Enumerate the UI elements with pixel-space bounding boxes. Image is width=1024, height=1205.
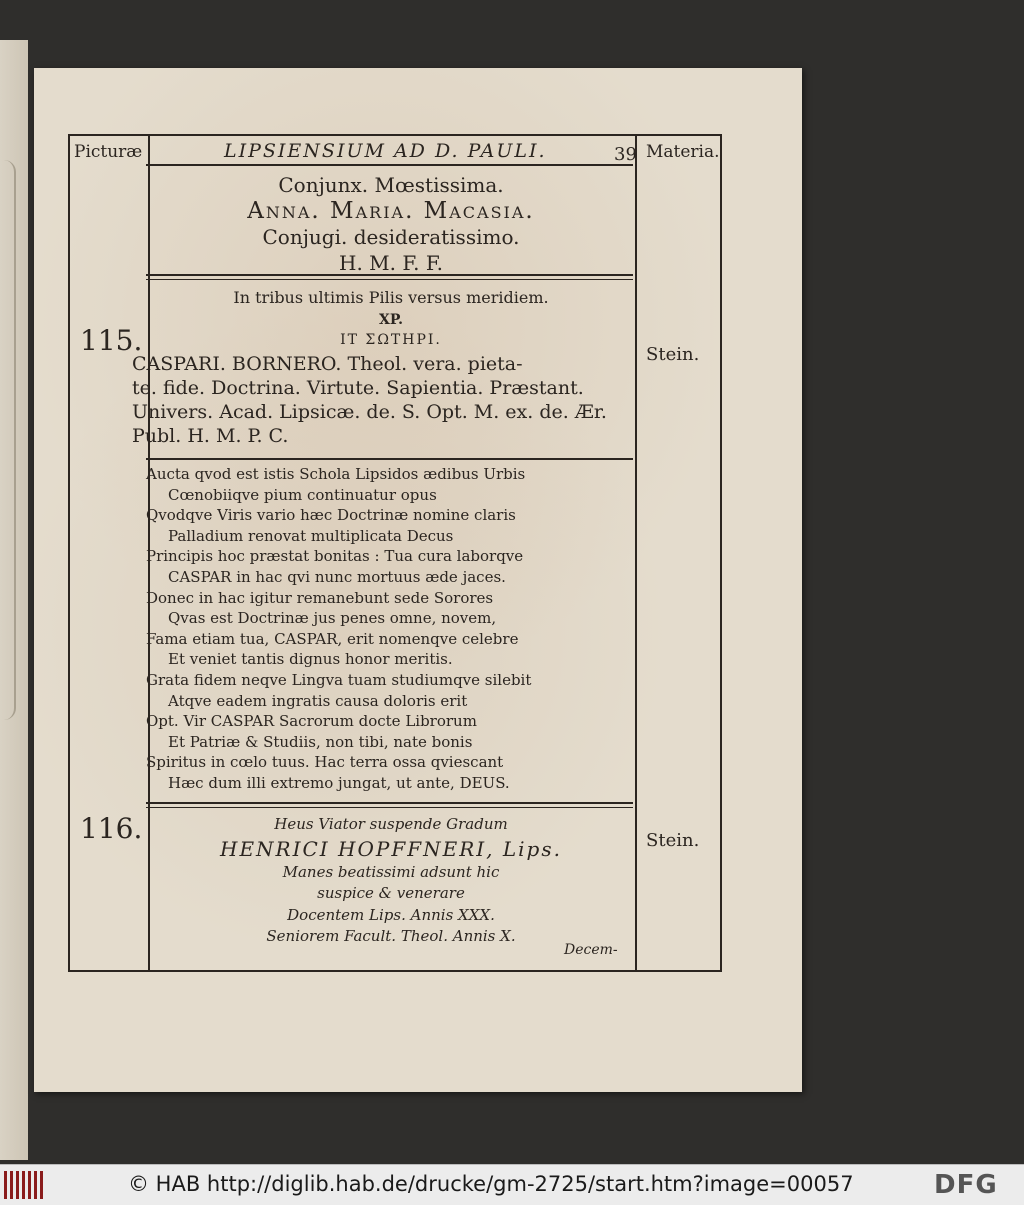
running-title: LIPSIENSIUM AD D. PAULI.	[224, 140, 547, 162]
poem-line: Atqve eadem ingratis causa doloris erit	[168, 691, 468, 710]
poem-line: Grata fidem neqve Lingva tuam studiumqve silebit	[146, 670, 532, 689]
entry-caption: In tribus ultimis Pilis versus meridiem.	[233, 288, 549, 307]
poem-line: Donec in hac igitur remanebunt sede Sorores	[146, 588, 494, 607]
page-number: 39	[614, 144, 637, 165]
adjacent-page-edge	[0, 40, 28, 1160]
entry-115-rule	[146, 802, 633, 804]
poem-line: Qvodqve Viris vario hæc Doctrinæ nomine claris	[146, 506, 516, 525]
poem-line: CASPAR in hac qvi nunc mortuus æde jaces.	[168, 567, 506, 586]
inscription-line: CASPARI. BORNERO. Theol. vera. pieta-	[132, 353, 523, 375]
entry-number: 115.	[80, 324, 143, 357]
footer-bar	[0, 1164, 1024, 1205]
inscription-line: Heus Viator suspende Gradum	[274, 815, 508, 833]
copyright-link[interactable]: © HAB http://diglib.hab.de/drucke/gm-2725/start.htm?image=00057	[128, 1172, 854, 1196]
poem-line: Aucta qvod est istis Schola Lipsidos ædibus Urbis	[146, 465, 526, 483]
entry-top-rule-2	[146, 279, 633, 280]
inscription-line: Conjunx. Mœstissima.	[278, 173, 504, 197]
material-note: Stein.	[646, 830, 700, 851]
entry-number: 116.	[80, 812, 143, 845]
poem-line: Fama etiam tua, CASPAR, erit nomenqve celebre	[146, 629, 519, 648]
poem-line: Et veniet tantis dignus honor meritis.	[168, 650, 453, 669]
poem-line: Spiritus in cœlo tuus. Hac terra ossa qviescant	[146, 753, 504, 772]
poem-line: Qvas est Doctrinæ jus penes omne, novem,	[168, 609, 497, 628]
adjacent-page-curve	[2, 160, 16, 720]
right-column-rule	[635, 136, 637, 970]
chi-rho-symbol: XP.	[379, 312, 403, 328]
entry-top-inscription	[148, 172, 634, 276]
catchword: Decem-	[564, 942, 618, 958]
inscription-line: Docentem Lips. Annis XXX.	[287, 905, 495, 924]
inscription-rule	[146, 458, 633, 460]
inscription-line: Publ. H. M. P. C.	[132, 425, 289, 447]
inscription-line: te. fide. Doctrina. Virtute. Sapientia. Præstant.	[132, 377, 584, 399]
header-rule	[146, 164, 633, 166]
poem-line: Opt. Vir CASPAR Sacrorum docte Librorum	[146, 712, 477, 731]
inscription-line: Seniorem Facult. Theol. Annis X.	[266, 927, 516, 945]
entry-115-poem	[146, 464, 626, 794]
book-page	[34, 68, 802, 1092]
poem-line: Hæc dum illi extremo jungat, ut ante, DEUS.	[168, 773, 510, 792]
poem-line: Principis hoc præstat bonitas : Tua cura laborqve	[146, 547, 524, 566]
inscription-line: suspice & venerare	[317, 884, 465, 902]
entry-115-inscription	[132, 352, 632, 448]
dfg-logo: DFG	[934, 1170, 998, 1200]
entry-115-rule-2	[146, 807, 633, 808]
poem-line: Et Patriæ & Studiis, non tibi, nate bonis	[168, 732, 473, 751]
inscription-line: HENRICI HOPFFNERI, Lips.	[220, 836, 562, 861]
poem-line: Cœnobiiqve pium continuatur opus	[168, 485, 437, 504]
inscription-line: Univers. Acad. Lipsicæ. de. S. Opt. M. ex. de. Ær.	[132, 401, 607, 423]
header-left-label: Picturæ	[74, 142, 143, 162]
entry-116-inscription	[148, 814, 634, 948]
inscription-line: H. M. F. F.	[339, 251, 443, 275]
barcode-icon	[4, 1171, 46, 1199]
poem-line: Palladium renovat multiplicata Decus	[168, 526, 454, 545]
material-note: Stein.	[646, 344, 700, 365]
greek-line: IT ΣΩTHPI.	[340, 332, 442, 348]
inscription-line: Manes beatissimi adsunt hic	[282, 862, 500, 881]
header-right-label: Materia.	[646, 142, 720, 162]
inscription-line: Conjugi. desideratissimo.	[262, 225, 520, 249]
inscription-line: Anna. Maria. Macasia.	[247, 198, 535, 224]
